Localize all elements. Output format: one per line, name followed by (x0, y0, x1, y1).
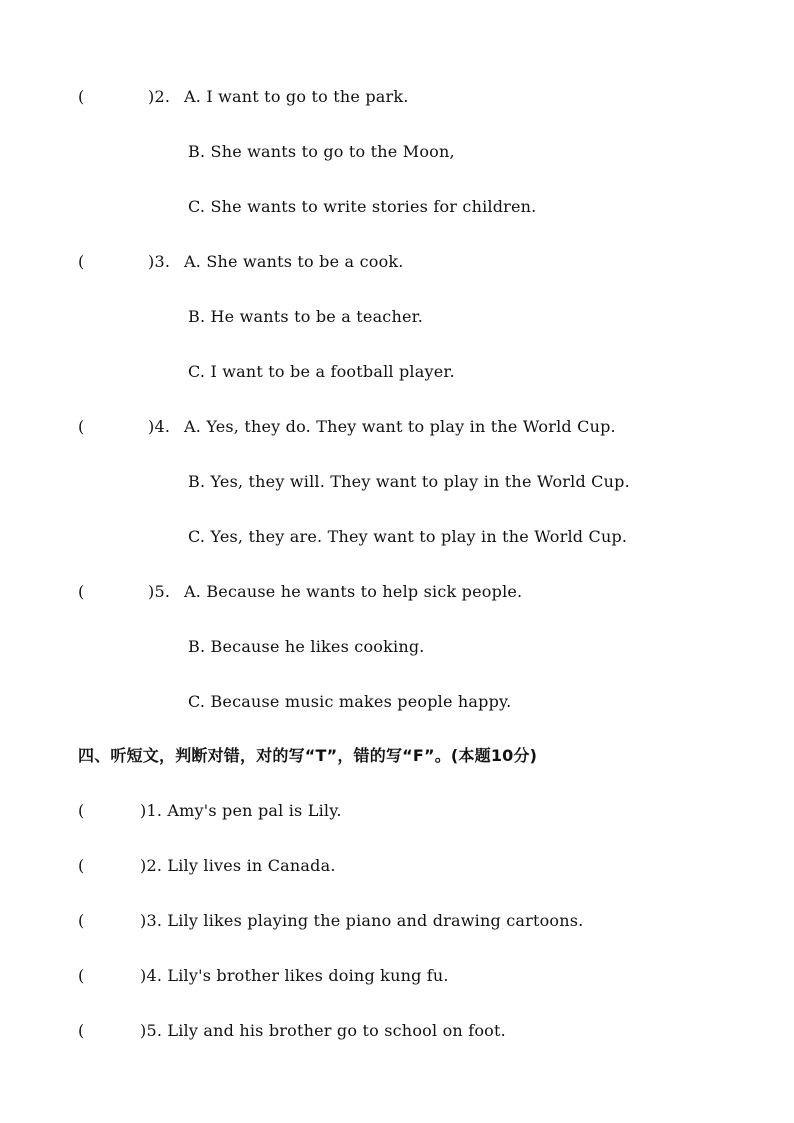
option-b: B. He wants to be a teacher. (188, 307, 424, 326)
question-number: )4. (148, 417, 171, 436)
question-number: )5. (148, 582, 171, 601)
answer-paren-open: ( (78, 582, 85, 601)
option-a: A. She wants to be a cook. (184, 252, 404, 271)
answer-paren-open: ( (78, 417, 85, 436)
section-heading: 四、听短文，判断对错，对的写“T”，错的写“F”。(本题10分) (78, 746, 538, 765)
option-c: C. Because music makes people happy. (188, 692, 512, 711)
option-c: C. I want to be a football player. (188, 362, 455, 381)
answer-paren-open: ( (78, 252, 85, 271)
statement-text: )2. Lily lives in Canada. (140, 856, 336, 875)
answer-paren-open: ( (78, 1021, 85, 1040)
option-b: B. She wants to go to the Moon, (188, 142, 455, 161)
statement-text: )3. Lily likes playing the piano and drawing cartoons. (140, 911, 584, 930)
option-c: C. She wants to write stories for children. (188, 197, 537, 216)
option-a: A. Because he wants to help sick people. (184, 582, 523, 601)
answer-paren-open: ( (78, 911, 85, 930)
question-number: )2. (148, 87, 171, 106)
option-b: B. Yes, they will. They want to play in the World Cup. (188, 472, 630, 491)
option-a: A. Yes, they do. They want to play in the World Cup. (184, 417, 616, 436)
statement-text: )1. Amy's pen pal is Lily. (140, 801, 342, 820)
statement-text: )4. Lily's brother likes doing kung fu. (140, 966, 449, 985)
answer-paren-open: ( (78, 966, 85, 985)
statement-text: )5. Lily and his brother go to school on foot. (140, 1021, 506, 1040)
option-a: A. I want to go to the park. (184, 87, 409, 106)
question-number: )3. (148, 252, 171, 271)
answer-paren-open: ( (78, 87, 85, 106)
option-b: B. Because he likes cooking. (188, 637, 425, 656)
option-c: C. Yes, they are. They want to play in the World Cup. (188, 527, 628, 546)
answer-paren-open: ( (78, 856, 85, 875)
answer-paren-open: ( (78, 801, 85, 820)
